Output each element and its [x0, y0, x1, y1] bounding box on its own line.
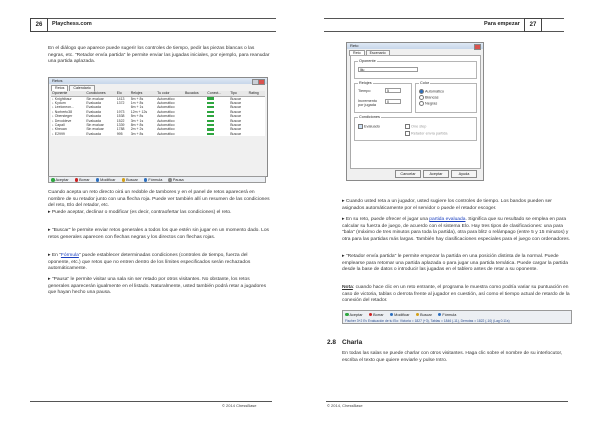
bullet-rated-game: ▸ En su reto, puede ofrecer el jugar una partida evaluada. Significa que su resultado se emplea en para calcular su fuerza de juego, de acuerdo con el sistema Elo. Hay tres tipos de clasificaciones: una para "bala" (máximo de tres minutos para toda la partida), otra para blitz o relámpago (entre 5 y 15 minutos) y otra para las partidas más largas. También hay clasificaciones especiales para el juego con ordenadores.	[342, 217, 570, 242]
toolbar-button[interactable]: Aceptar	[345, 312, 363, 318]
table-cell: 1973	[116, 109, 125, 114]
one-step-checkbox[interactable]: One step	[405, 124, 426, 129]
opponent-label: Oponente	[359, 59, 376, 63]
arrow-down-icon: ↓	[52, 127, 55, 132]
tab-escenario[interactable]: Escenario	[366, 50, 390, 56]
table-cell: Buscar	[230, 96, 242, 101]
table-cell	[184, 132, 206, 136]
table-cell: ↓ Devoldeve	[52, 118, 72, 123]
connection-bar	[207, 124, 214, 126]
table-cell: 3m + 8s	[130, 131, 144, 136]
bullet-formula: ▸ En "Fórmula" puede establecer determinadas condiciones (controles de tiempo, fuerza del oponente, etc.) que retos que no entren dentro de los límites especificados serán rechazados automáticamente.	[48, 253, 251, 272]
table-cell: Buscar	[230, 122, 242, 127]
arrow-down-icon: ↓	[52, 105, 55, 110]
page-number: 26	[30, 18, 48, 32]
time-label: Tiempo	[358, 89, 371, 93]
challenges-window	[48, 77, 268, 177]
table-cell: 1339	[116, 122, 125, 127]
table-cell: Evaluada	[86, 131, 101, 136]
arrow-down-icon: ↓	[52, 131, 55, 136]
toolbar-icon	[75, 178, 79, 182]
column-header[interactable]: Oponente	[51, 91, 85, 96]
footer-rule	[30, 401, 272, 402]
table-cell: 6m + 1s	[130, 105, 144, 110]
footer-text: © 2014 ChessBase	[222, 403, 257, 408]
table-cell: 8m + 8s	[130, 122, 144, 127]
arrow-down-icon: ↓	[52, 109, 55, 114]
tab-reto[interactable]: Reto	[349, 50, 365, 56]
dialog-title: Reto	[347, 43, 483, 49]
column-header[interactable]: Tu color	[156, 91, 184, 96]
glossary-link[interactable]: partida evaluada	[429, 217, 466, 222]
arrow-down-icon: ↓	[52, 96, 55, 101]
table-cell	[248, 132, 265, 136]
challenges-table	[51, 91, 265, 136]
table-cell: ↓ Kydurn	[52, 100, 66, 105]
close-icon[interactable]	[474, 44, 481, 50]
toolbar-icon	[144, 178, 148, 182]
table-cell: ↓ Knightbaur	[52, 96, 72, 101]
note-label: Nota	[342, 285, 353, 290]
bullet-time-controls: ▸ Cuando usted reta a un jugador, usted sugiere los controles de tiempo. Los bandos pueden ser asignados automáticamente por el servidor o puede el retador escoger.	[342, 199, 552, 211]
table-cell: 3m + 1s	[130, 118, 144, 123]
toolbar-button[interactable]: Buscar	[416, 312, 432, 318]
column-header[interactable]: Bucados	[184, 91, 206, 96]
table-cell: Automático	[157, 122, 175, 127]
time-input[interactable]: 5	[385, 88, 401, 93]
table-cell: Evaluada	[86, 105, 101, 110]
opponent-input[interactable]: lilu	[358, 67, 418, 72]
toolbar-button[interactable]: Borrar	[75, 177, 90, 184]
toolbar-icon	[168, 178, 172, 182]
table-cell: Automático	[157, 114, 175, 119]
table-cell: 995	[116, 131, 123, 136]
color-black[interactable]: Negras	[419, 101, 437, 106]
running-header: Playchess.com	[52, 21, 92, 27]
toolbar-icon	[345, 313, 349, 317]
challenge-toolbar-2	[342, 310, 572, 324]
conditions-group	[354, 117, 477, 141]
toolbar-button[interactable]: Fórmula	[144, 177, 162, 184]
color-label: Color	[420, 81, 430, 85]
section-title: Charla	[342, 339, 363, 346]
clocks-group	[354, 83, 412, 113]
connection-bar	[207, 115, 214, 117]
intro-paragraph: En el diálogo que aparece puede sugerir los controles de tiempo, pedir las piezas blancas o las negras, etc. "Retador envía partida" le permite enviar las jugadas iniciales, por ejemplo, para reanudar una partida aplazada.	[48, 46, 270, 65]
bullet-pause: ▸ "Pausa" le permite visitar una sala sin ser retado por otros visitantes. No obstante, los retos generales aparecerán igualmente en el listado. Naturalmente, usted también podrá retar a jugadores que hayan hecho una pausa.	[48, 277, 267, 296]
note-text: : cuando hace clic en un reto entrante, el programa le muestra como podría variar su puntuación en caso de victoria, tablas o derrota frente al jugador en cuestión, así como el tiempo actual de retardo de la conexión del retador.	[342, 285, 570, 304]
table-cell: Buscar	[230, 114, 242, 119]
table-cell: Sin evaluar	[86, 122, 104, 127]
bullet-icon: ▸	[48, 210, 52, 215]
toolbar-icon	[416, 313, 420, 317]
color-white[interactable]: Blancas	[419, 95, 439, 100]
table-cell	[206, 132, 229, 136]
accept-button[interactable]: Aceptar	[423, 170, 449, 178]
evaluated-checkbox[interactable]: Evaluado	[358, 124, 380, 129]
table-cell: ↓ Kheuan	[52, 127, 67, 132]
arrow-down-icon: ↓	[52, 122, 55, 127]
table-cell: 1538	[116, 114, 125, 119]
toolbar-button[interactable]: Buscar	[122, 177, 138, 184]
tab-retos[interactable]: Retos	[51, 85, 68, 91]
page-number: 27	[524, 18, 542, 32]
dialog-panel	[350, 55, 481, 169]
connection-bar	[207, 97, 214, 99]
bullet-icon: ▸	[48, 277, 52, 282]
table-cell: 12m + 12s	[130, 109, 148, 114]
table-cell: Buscar	[230, 100, 242, 105]
table-cell: ↓ Leeloneon...	[52, 105, 75, 110]
challenge-toolbar	[48, 176, 266, 183]
note-paragraph	[342, 285, 570, 305]
arrow-down-icon: ↓	[52, 100, 55, 105]
connection-bar	[207, 102, 214, 104]
table-row[interactable]	[51, 132, 265, 136]
toolbar-button[interactable]: Modificar	[96, 177, 116, 184]
running-header: Para empezar	[484, 21, 520, 27]
column-header[interactable]: Conect...	[206, 91, 229, 96]
connection-bar	[207, 106, 214, 108]
toolbar-button[interactable]: Pausa	[168, 177, 183, 184]
table-cell: Automático	[157, 96, 175, 101]
bullet-icon: ▸	[342, 217, 346, 222]
section-number: 2.8	[327, 339, 337, 346]
column-header[interactable]: Rating	[248, 91, 265, 96]
table-cell: Buscar	[230, 105, 242, 110]
cancel-button[interactable]: Cancelar	[395, 170, 421, 178]
table-cell: ↓ Capall	[52, 122, 65, 127]
table-cell: Buscar	[230, 109, 242, 114]
footer-rule	[326, 401, 568, 402]
clocks-label: Relojes	[359, 81, 372, 85]
toolbar-icon	[96, 178, 100, 182]
arrow-down-icon: ↓	[52, 114, 55, 119]
table-cell: Automático	[157, 100, 175, 105]
toolbar-button[interactable]: Modificar	[390, 312, 410, 318]
table-cell: Sin evaluar	[86, 127, 104, 132]
right-page	[300, 0, 600, 424]
increment-label: Incremento por jugada	[358, 99, 377, 107]
table-cell: Buscar	[230, 118, 242, 123]
table-cell: Evaluada	[86, 109, 101, 114]
close-icon[interactable]	[258, 79, 265, 85]
table-cell: 1m + 8s	[130, 100, 144, 105]
table-cell: Automático	[157, 109, 175, 114]
footer-text: © 2014, ChessBase	[327, 403, 363, 408]
connection-bar	[207, 128, 214, 130]
toolbar-button[interactable]: Aceptar	[51, 177, 69, 184]
chat-paragraph: En todas las salas se puede charlar con otros visitantes. Haga clic sobre el nombre de su interlocutor, escriba el texto que quiere enviarle y pulse Intro.	[342, 351, 563, 363]
opponent-group	[354, 61, 477, 79]
arrow-down-icon: ↓	[52, 118, 55, 123]
increment-input[interactable]: 0	[385, 99, 401, 104]
column-header[interactable]: Tipo	[229, 91, 247, 96]
bullet-icon: ▸	[342, 199, 346, 204]
table-cell: Evaluada	[86, 114, 101, 119]
table-cell: Buscar	[230, 127, 242, 132]
drums-paragraph: Cuando acepta un reto directo oirá un redoble de tambores y en el panel de retos aparecerá en nombre de su retador junto con una flecha roja. Puede ver también allí un resumen de las condiciones del reto, Elo del retador, etc.	[48, 190, 270, 209]
bullet-search: ▸ "Buscar" le permite enviar retos generales a todos los que estén sin jugar en un momento dado. Los retos generales aparecen con flechas negras y los directos con flechas rojas.	[48, 228, 269, 240]
connection-bar	[207, 133, 214, 135]
reto-dialog	[346, 42, 484, 181]
connection-bar	[207, 120, 214, 122]
toolbar-icon	[122, 178, 126, 182]
table-cell: Sin evaluar	[86, 96, 104, 101]
status-line: Fischer 3+2 Ev Evaluación de tu Elo: Victoria = 1827 (+3), Tablas = 1846 (-11), Derrotas = 1822 (-10) (Lag 0.11s)	[345, 318, 510, 323]
bullet-accept: ▸ Puede aceptar, declinar o modificar (es decir, contraofertar las condiciones) el reto.	[48, 210, 232, 215]
table-cell: ↓ Norbertc38	[52, 109, 73, 114]
table-cell: Evaluada	[86, 100, 101, 105]
column-header[interactable]: Relojes	[130, 91, 156, 96]
color-group	[415, 83, 477, 113]
bullet-icon: ▸	[48, 253, 52, 258]
connection-bar	[207, 111, 214, 113]
tab-calendario[interactable]: Calendario	[69, 85, 94, 91]
column-header[interactable]: Condiciones	[85, 91, 115, 96]
bullet-send-game: ▸ "Retador envía partida" le permite empezar la partida en una posición distinta de la normal. Puede emplearse para retomar una partida aplazada o para jugar una partida temática. Puede cargar la partida desde la base de datos o introducir las jugadas en el tablero antes de retar a su oponente.	[342, 254, 568, 273]
toolbar-icon	[369, 313, 373, 317]
table-cell: 1372	[116, 100, 125, 105]
bullet-icon: ▸	[342, 254, 346, 259]
table-cell: Automático	[157, 105, 175, 110]
send-game-checkbox[interactable]: Retador envía partida	[405, 131, 448, 136]
toolbar-icon	[390, 313, 394, 317]
table-cell: 5m + 8s	[130, 96, 144, 101]
table-cell: Evaluada	[86, 118, 101, 123]
table-cell: Automático	[157, 118, 175, 123]
toolbar-button[interactable]: Fórmula	[438, 312, 456, 318]
table-cell: Automático	[157, 131, 175, 136]
window-title: Retos	[49, 78, 267, 84]
table-cell: Buscar	[230, 131, 242, 136]
help-button[interactable]: Ayuda	[451, 170, 477, 178]
bullet-icon: ▸	[48, 228, 52, 233]
table-cell: 1413	[116, 96, 125, 101]
table-cell: 2m + 2s	[130, 127, 144, 132]
table-cell: 1522	[116, 118, 125, 123]
table-cell: Automático	[157, 127, 175, 132]
conditions-label: Condiciones	[359, 115, 380, 119]
toolbar-icon	[51, 178, 55, 182]
toolbar-icon	[438, 313, 442, 317]
color-auto[interactable]: Automático	[419, 89, 444, 94]
glossary-link[interactable]: Fórmula	[60, 253, 79, 258]
table-cell: ↓ Obersteger	[52, 114, 73, 119]
table-cell: 1788	[116, 127, 125, 132]
column-header[interactable]: Elo	[116, 91, 130, 96]
table-cell: 5m + 8s	[130, 114, 144, 119]
table-cell: ↓ E2999	[52, 131, 65, 136]
toolbar-button[interactable]: Borrar	[369, 312, 384, 318]
